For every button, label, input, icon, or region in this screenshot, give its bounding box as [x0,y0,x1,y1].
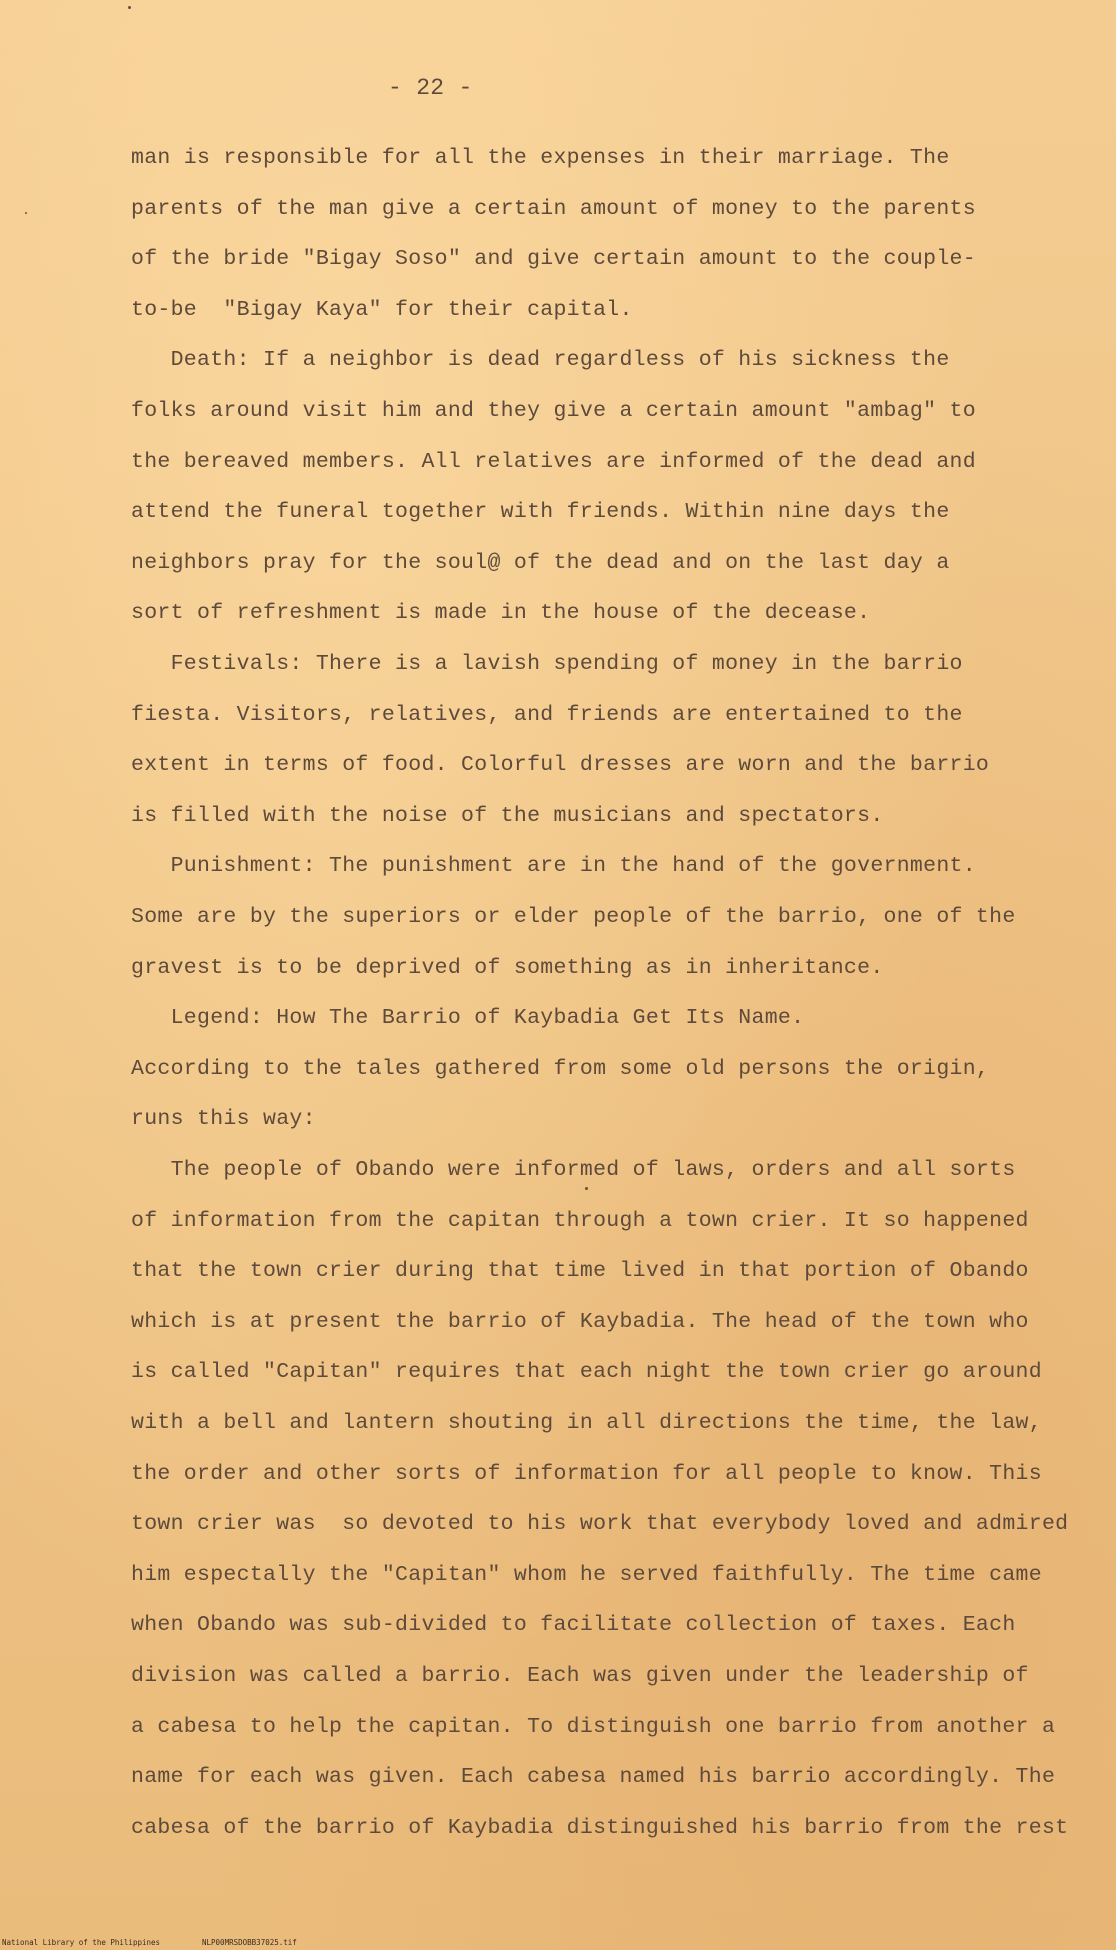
scan-footer [0,1938,1116,1950]
text-line: the order and other sorts of information for all people to know. This [131,1462,1042,1486]
text-line: Legend: How The Barrio of Kaybadia Get Its Name. [131,1006,805,1030]
text-line: that the town crier during that time lived in that portion of Obando [131,1259,1029,1283]
text-line: sort of refreshment is made in the house of the decease. [131,601,871,625]
text-line: runs this way: [131,1107,316,1131]
text-line: the bereaved members. All relatives are informed of the dead and [131,450,976,474]
text-line: According to the tales gathered from some old persons the origin, [131,1057,990,1081]
text-line: of the bride "Bigay Soso" and give certain amount to the couple- [131,247,976,271]
text-line: when Obando was sub-divided to facilitate collection of taxes. Each [131,1613,1016,1637]
text-line: fiesta. Visitors, relatives, and friends are entertained to the [131,703,963,727]
text-line: is filled with the noise of the musicians and spectators. [131,804,884,828]
text-line: name for each was given. Each cabesa named his barrio accordingly. The [131,1765,1056,1789]
text-line: division was called a barrio. Each was given under the leadership of [131,1664,1029,1688]
paper-speck [585,1187,588,1190]
text-line: of information from the capitan through a town crier. It so happened [131,1209,1029,1233]
text-line: extent in terms of food. Colorful dresses are worn and the barrio [131,753,990,777]
library-credit: National Library of the Philippines [2,1938,161,1947]
text-line: Festivals: There is a lavish spending of money in the barrio [131,652,963,676]
text-line: town crier was so devoted to his work that everybody loved and admired [131,1512,1069,1536]
text-line: to-be "Bigay Kaya" for their capital. [131,298,633,322]
text-line: attend the funeral together with friends. Within nine days the [131,500,950,524]
text-line: parents of the man give a certain amount of money to the parents [131,197,976,221]
text-line: gravest is to be deprived of something as in inheritance. [131,956,884,980]
text-line: man is responsible for all the expenses in their marriage. The [131,146,950,170]
text-line: Punishment: The punishment are in the hand of the government. [131,854,976,878]
text-line: folks around visit him and they give a certain amount "ambag" to [131,399,976,423]
text-line: him espectally the "Capitan" whom he served faithfully. The time came [131,1563,1042,1587]
text-line: The people of Obando were informed of laws, orders and all sorts [131,1158,1016,1182]
text-line: a cabesa to help the capitan. To distinguish one barrio from another a [131,1715,1056,1739]
text-line: Death: If a neighbor is dead regardless of his sickness the [131,348,950,372]
file-identifier: NLP00MRSDOBB37025.tif [202,1938,297,1947]
text-line: is called "Capitan" requires that each night the town crier go around [131,1360,1042,1384]
paper-speck [128,6,131,9]
text-line: neighbors pray for the soul@ of the dead and on the last day a [131,551,950,575]
page-number: - 22 - [388,75,473,101]
paper-speck [25,212,27,214]
text-line: with a bell and lantern shouting in all directions the time, the law, [131,1411,1042,1435]
text-line: cabesa of the barrio of Kaybadia distinguished his barrio from the rest [131,1816,1069,1840]
text-line: which is at present the barrio of Kaybadia. The head of the town who [131,1310,1029,1334]
text-line: Some are by the superiors or elder people of the barrio, one of the [131,905,1016,929]
